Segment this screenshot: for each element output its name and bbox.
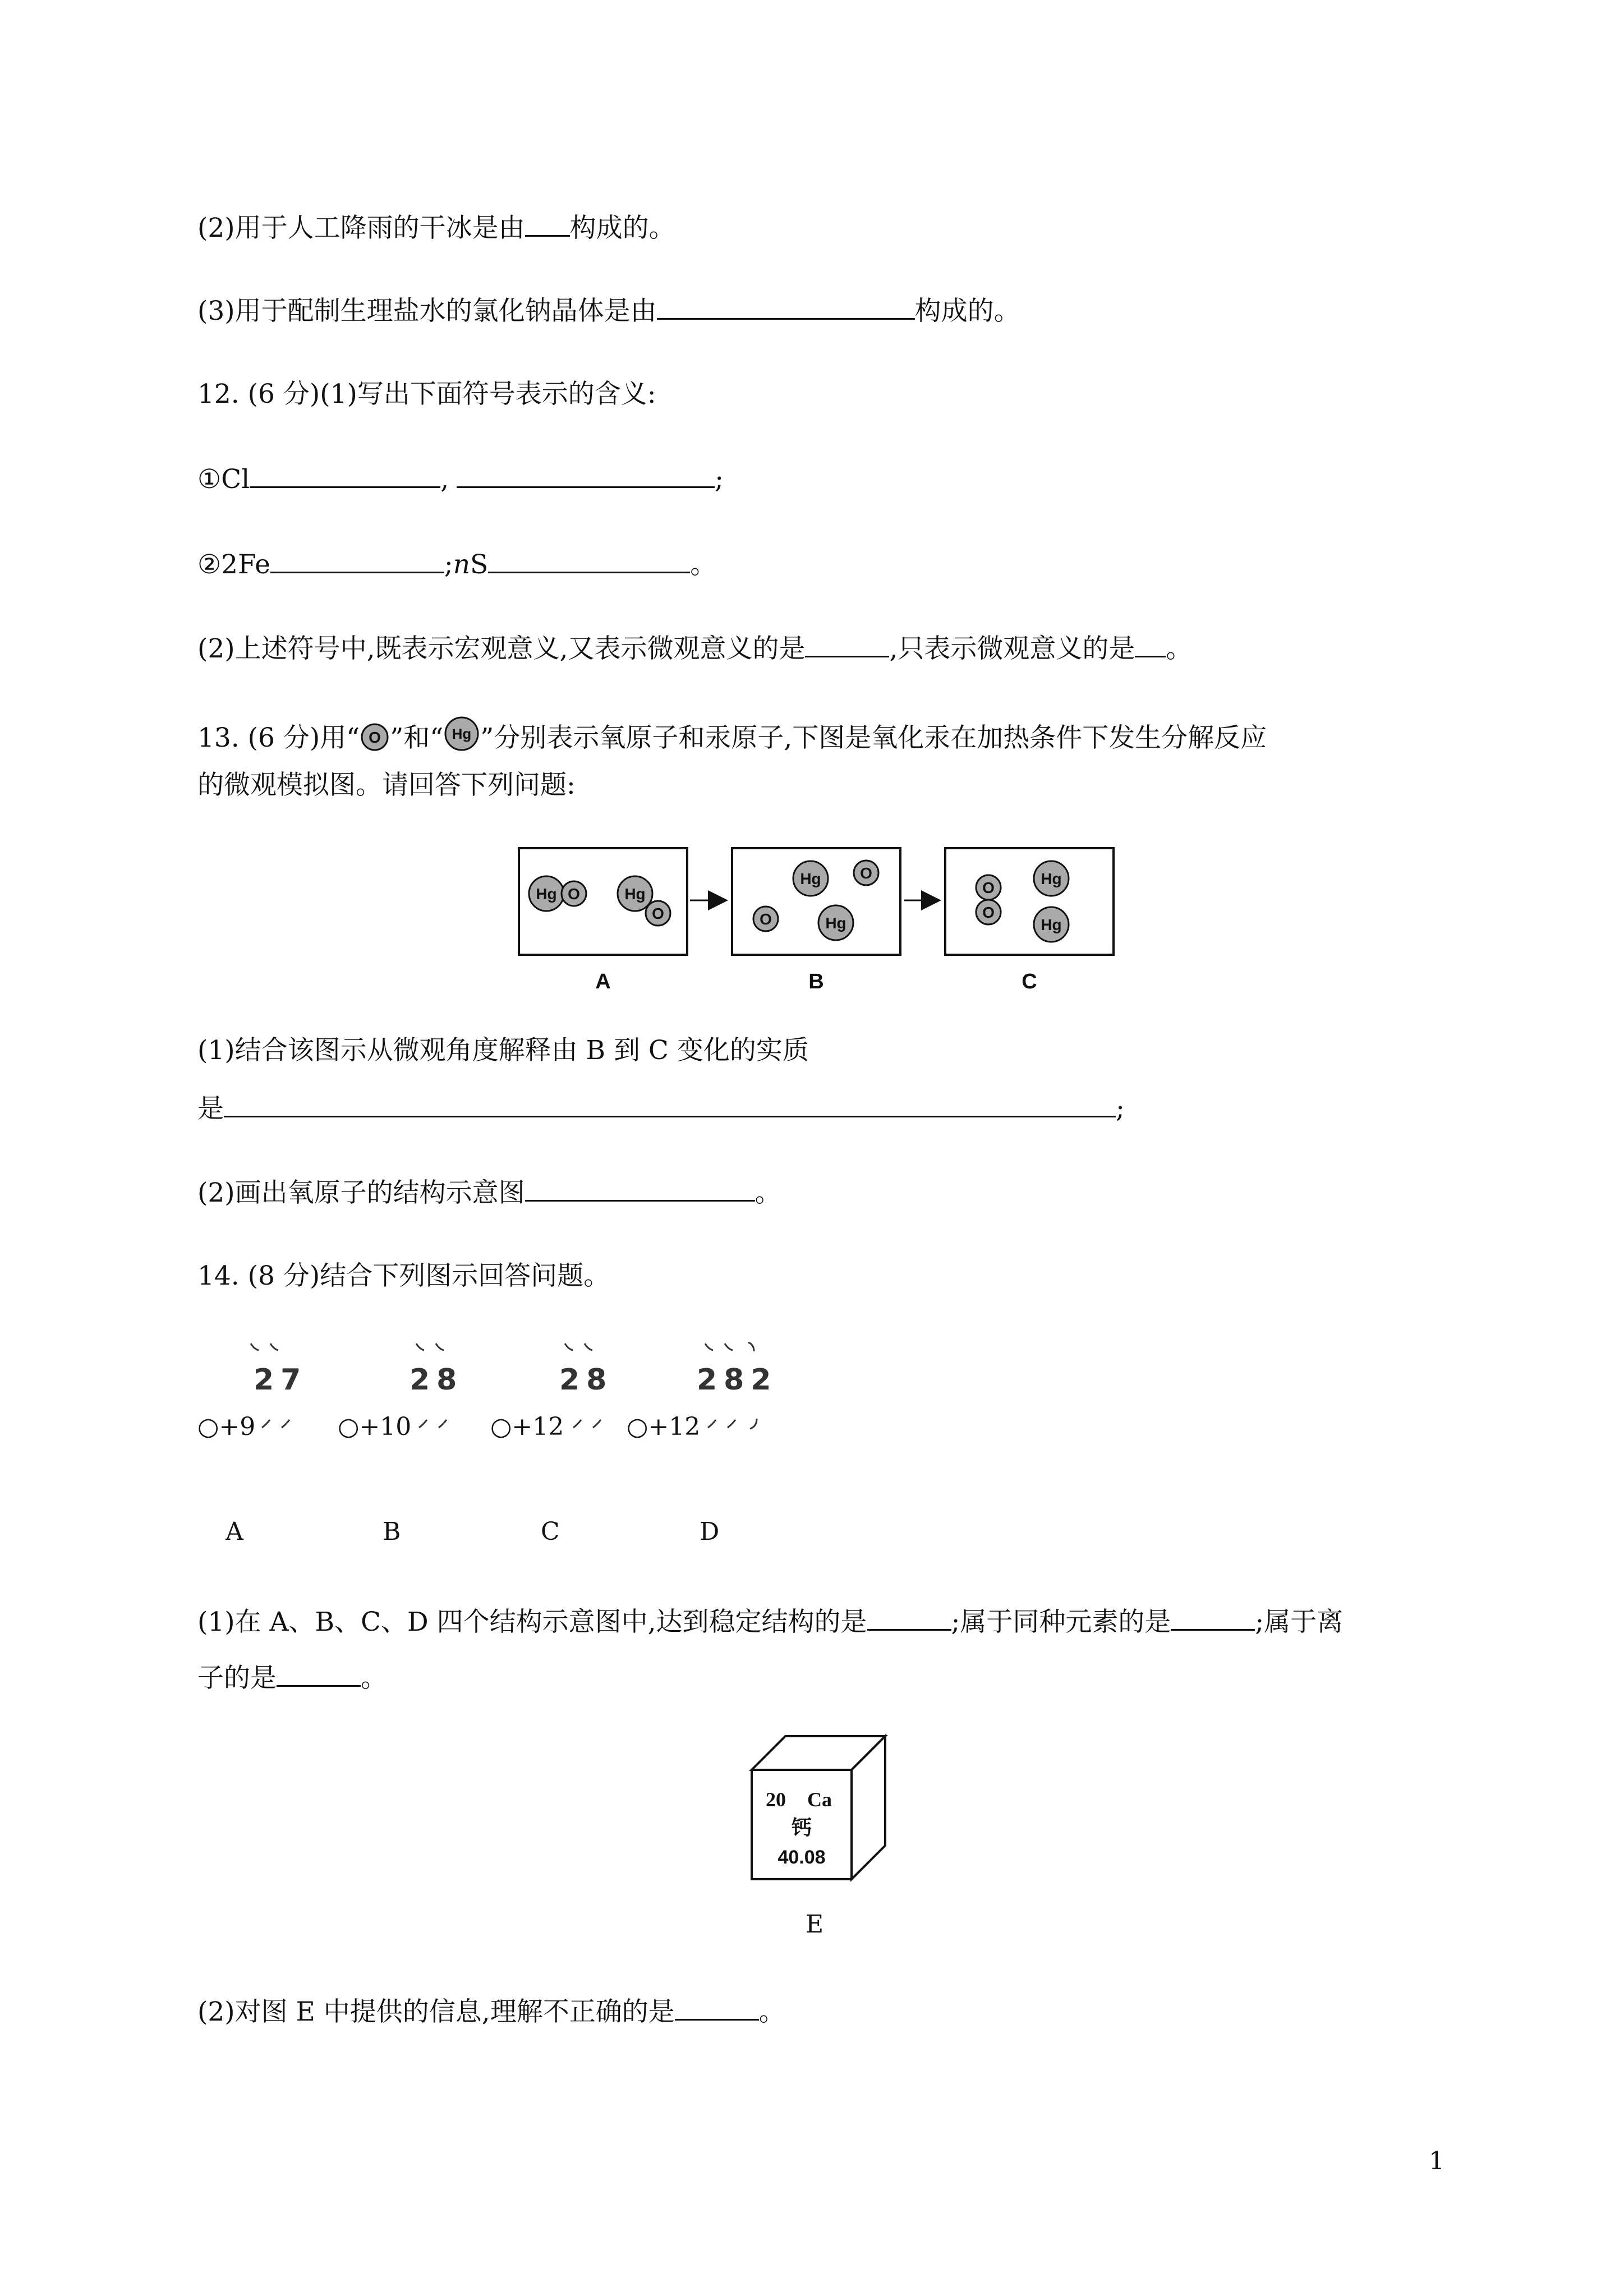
q12-part2: (2)上述符号中,既表示宏观意义,又表示微观意义的是 ,只表示微观意义的是 。 — [197, 631, 1192, 666]
q14-part1-cont: 子的是 。 — [197, 1660, 387, 1695]
svg-text:Hg: Hg — [825, 914, 846, 932]
nucleus: ○+9 — [197, 1412, 256, 1441]
shell-arc-icon — [416, 1416, 456, 1433]
hg-atom — [793, 861, 828, 896]
nucleus: ○+12 — [490, 1412, 564, 1441]
icon-label: Hg — [452, 725, 472, 742]
element-card-calcium — [749, 1733, 895, 1885]
svg-text:Hg: Hg — [624, 885, 646, 903]
o-atom — [753, 907, 778, 931]
element-symbol: Ca — [807, 1788, 832, 1811]
o-atom — [646, 901, 670, 926]
hg-atom — [529, 876, 564, 911]
atomic-number: 20 — [766, 1788, 786, 1811]
svg-text:Hg: Hg — [1041, 916, 1062, 933]
shell-arc-icon — [413, 1341, 453, 1358]
q13-title: 13. (6 分)用“ O ”和“ Hg ”分别表示氧原子和汞原子,下图是氧化汞在加热条件下发生分解反应 — [197, 715, 1267, 755]
hg-atom — [818, 905, 853, 940]
mercury-atom-icon — [443, 715, 480, 752]
oxygen-atom-icon — [360, 722, 390, 752]
q12-item2: ②2Fe ;nS 。 — [197, 547, 716, 582]
hg-atom — [1034, 907, 1069, 942]
svg-text:Hg: Hg — [800, 870, 821, 887]
diagram-label: D — [700, 1517, 720, 1546]
element-name: 钙 — [791, 1816, 812, 1839]
o-atom — [976, 875, 1001, 900]
q11-part3: (3)用于配制生理盐水的氯化钠晶体是由 构成的。 — [197, 293, 1020, 328]
answer-blank[interactable] — [270, 547, 444, 573]
answer-blank[interactable] — [250, 462, 440, 488]
svg-text:Hg: Hg — [536, 885, 557, 903]
nucleus: ○+10 — [338, 1412, 412, 1441]
answer-blank[interactable] — [657, 293, 915, 320]
svg-text:Hg: Hg — [1041, 870, 1062, 887]
o-atom — [562, 881, 586, 906]
answer-blank[interactable] — [525, 210, 570, 237]
answer-blank[interactable] — [277, 1660, 361, 1687]
svg-text:O: O — [568, 885, 580, 903]
svg-text:O: O — [860, 864, 872, 882]
diagram-label: A — [226, 1517, 243, 1546]
answer-blank[interactable] — [805, 631, 889, 657]
answer-blank[interactable] — [675, 1994, 759, 2021]
answer-blank[interactable] — [488, 547, 690, 573]
shell-numbers: 28 — [559, 1363, 614, 1397]
nucleus: ○+12 — [627, 1412, 701, 1441]
box-label: A — [595, 970, 611, 993]
answer-blank[interactable] — [525, 1175, 755, 1202]
q13-part1-cont: 是 ; — [197, 1091, 1125, 1126]
figure-label-e: E — [806, 1910, 824, 1939]
o-atom — [976, 900, 1001, 924]
box-label: B — [808, 970, 824, 993]
answer-blank[interactable] — [1135, 631, 1166, 657]
shell-arc-icon — [248, 1341, 287, 1358]
answer-blank[interactable] — [224, 1091, 1116, 1117]
q14-part2: (2)对图 E 中提供的信息,理解不正确的是 。 — [197, 1994, 785, 2029]
diagram-label: C — [541, 1517, 560, 1546]
svg-text:O: O — [982, 879, 995, 896]
q14-title: 14. (8 分)结合下列图示回答问题。 — [197, 1260, 610, 1291]
page-number: 1 — [1429, 2147, 1444, 2175]
q12-item1: ①Cl , ; — [197, 462, 724, 496]
q13-part2: (2)画出氧原子的结构示意图 。 — [197, 1175, 781, 1210]
q14-part1: (1)在 A、B、C、D 四个结构示意图中,达到稳定结构的是 ;属于同种元素的是 ;属于离 — [197, 1604, 1343, 1639]
shell-arc-icon — [259, 1416, 298, 1433]
q11-part2: (2)用于人工降雨的干冰是由 构成的。 — [197, 210, 675, 245]
diagram-label: B — [383, 1517, 401, 1546]
q13-part1: (1)结合该图示从微观角度解释由 B 到 C 变化的实质 — [197, 1035, 809, 1066]
shell-numbers: 27 — [254, 1363, 308, 1397]
svg-text:O: O — [982, 904, 995, 921]
shell-arc-icon — [571, 1416, 610, 1433]
answer-blank[interactable] — [457, 462, 715, 488]
shell-arc-icon — [562, 1341, 601, 1358]
atomic-mass: 40.08 — [778, 1847, 826, 1868]
atom-structure-diagrams — [197, 1341, 815, 1554]
answer-blank[interactable] — [1171, 1604, 1255, 1631]
box-c — [945, 848, 1114, 955]
reaction-diagram — [516, 841, 1122, 999]
shell-arc-icon — [702, 1341, 764, 1358]
o-atom — [854, 861, 878, 885]
icon-label: O — [369, 729, 381, 746]
svg-text:O: O — [760, 910, 772, 928]
q13-title-cont: 的微观模拟图。请回答下列问题: — [197, 770, 576, 800]
hg-atom — [1034, 861, 1069, 896]
shell-numbers: 28 — [410, 1363, 464, 1397]
shell-arc-icon — [705, 1416, 767, 1433]
svg-text:O: O — [652, 905, 664, 922]
box-label: C — [1022, 970, 1037, 993]
answer-blank[interactable] — [867, 1604, 951, 1631]
shell-numbers: 282 — [697, 1363, 778, 1397]
q12-title: 12. (6 分)(1)写出下面符号表示的含义: — [197, 379, 656, 409]
